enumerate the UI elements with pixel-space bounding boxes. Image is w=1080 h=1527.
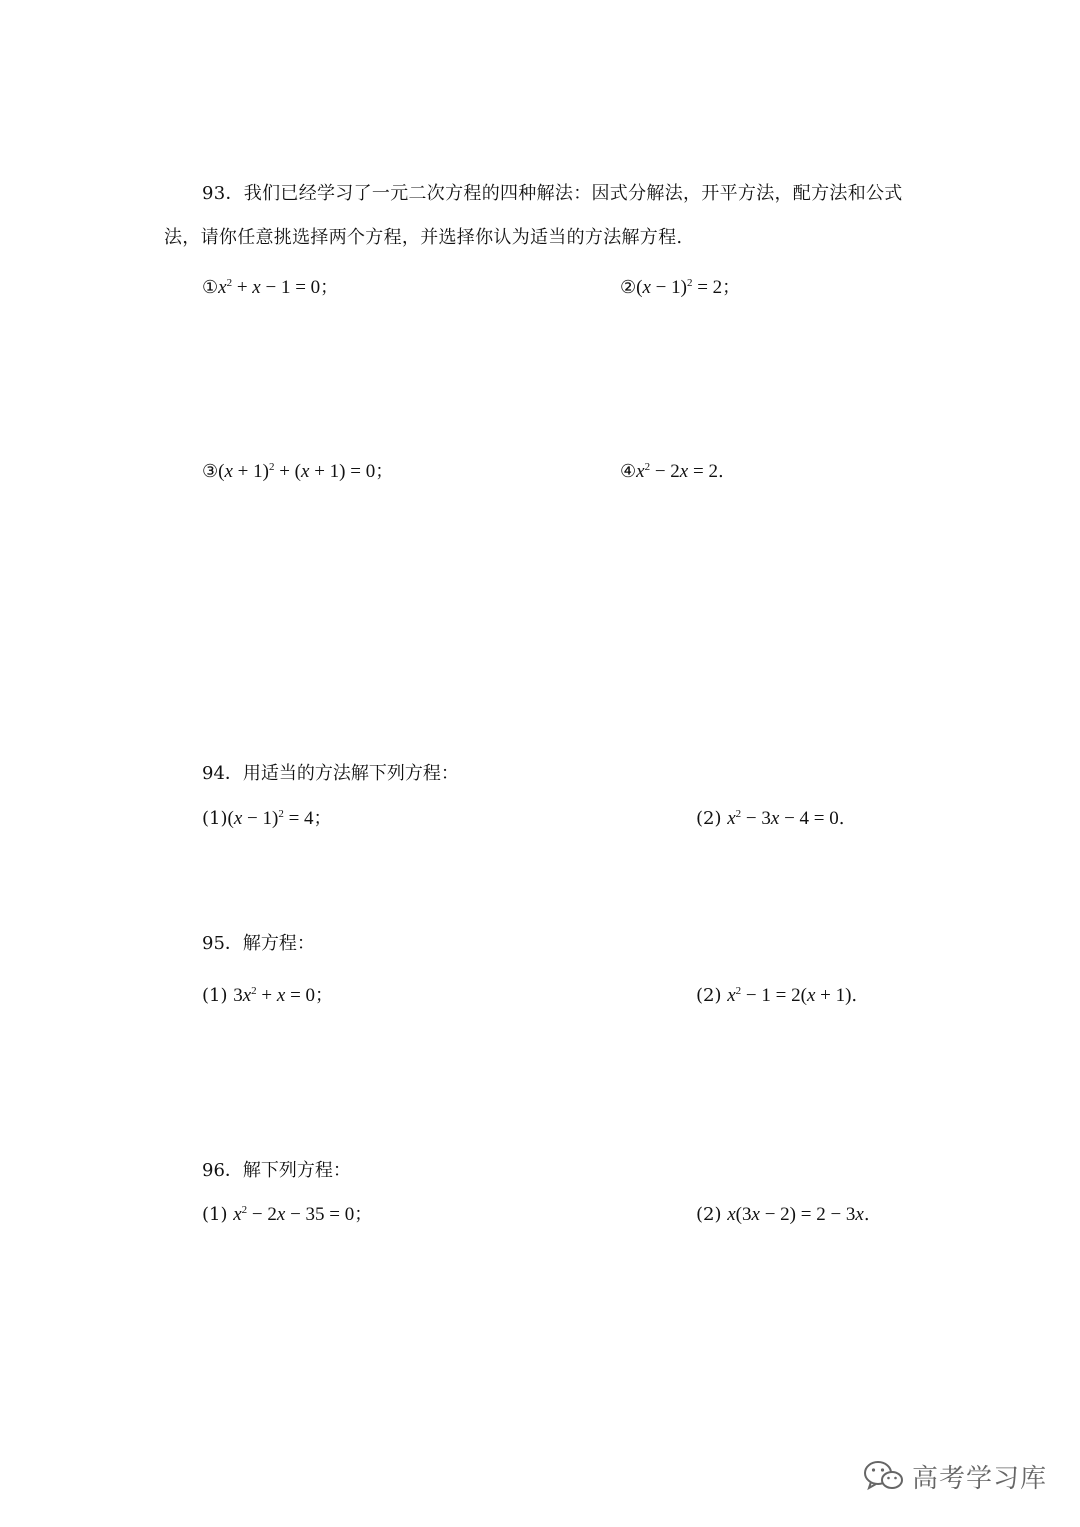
q93-text-line2: 法，请你任意挑选择两个方程，并选择你认为适当的方法解方程. <box>164 227 683 248</box>
q95-equation-1: (1) $3x^2 + x = 0$； <box>202 985 334 1006</box>
q94-equation-1: $(1)(x - 1)^2 = 4$； <box>202 808 332 829</box>
q93-equation-1: $①x^2 + x - 1 = 0$； <box>202 277 339 298</box>
q94-part2-label: (2) <box>696 808 722 829</box>
q96-title: 96．解下列方程： <box>202 1160 351 1181</box>
equation-1-label: ① <box>202 277 219 298</box>
q93-equation-4: $④x^2 - 2x = 2$. <box>620 461 724 482</box>
q96-equation-2: (2) x(3x − 2) = 2 − 3x. <box>696 1204 870 1225</box>
q94-title: 94．用适当的方法解下列方程： <box>202 763 459 784</box>
equation-3-label: ③ <box>202 461 219 482</box>
q95-part1-label: (1) <box>202 985 228 1006</box>
q95-title: 95．解方程： <box>202 933 315 954</box>
q93-equation-3: ③(x + 1)$^2$ + (x + 1) = 0； <box>202 461 394 482</box>
q94-part1-label: (1) <box>202 808 228 829</box>
watermark <box>862 1456 1047 1496</box>
q96-part2-label: (2) <box>696 1204 722 1225</box>
q94-equation-2: (2) $x^2 - 3x - 4 = 0$. <box>696 808 845 829</box>
q95-part2-label: (2) <box>696 985 722 1006</box>
q93-text-line1: 93．我们已经学习了一元二次方程的四种解法：因式分解法，开平方法，配方法和公式 <box>202 183 903 204</box>
equation-2-label: ② <box>620 277 637 298</box>
wechat-icon <box>862 1458 906 1494</box>
equation-4-label: ④ <box>620 461 637 482</box>
q93-equation-2: ②(x − 1)$^2$ = 2； <box>620 277 741 298</box>
q95-equation-2: (2) $x^2 - 1 = 2(x + 1)$. <box>696 985 858 1006</box>
q96-equation-1: (1) $x^2 - 2x - 35 = 0$； <box>202 1204 373 1225</box>
watermark-text: 高考学习库 <box>912 1463 1048 1494</box>
q96-part1-label: (1) <box>202 1204 228 1225</box>
